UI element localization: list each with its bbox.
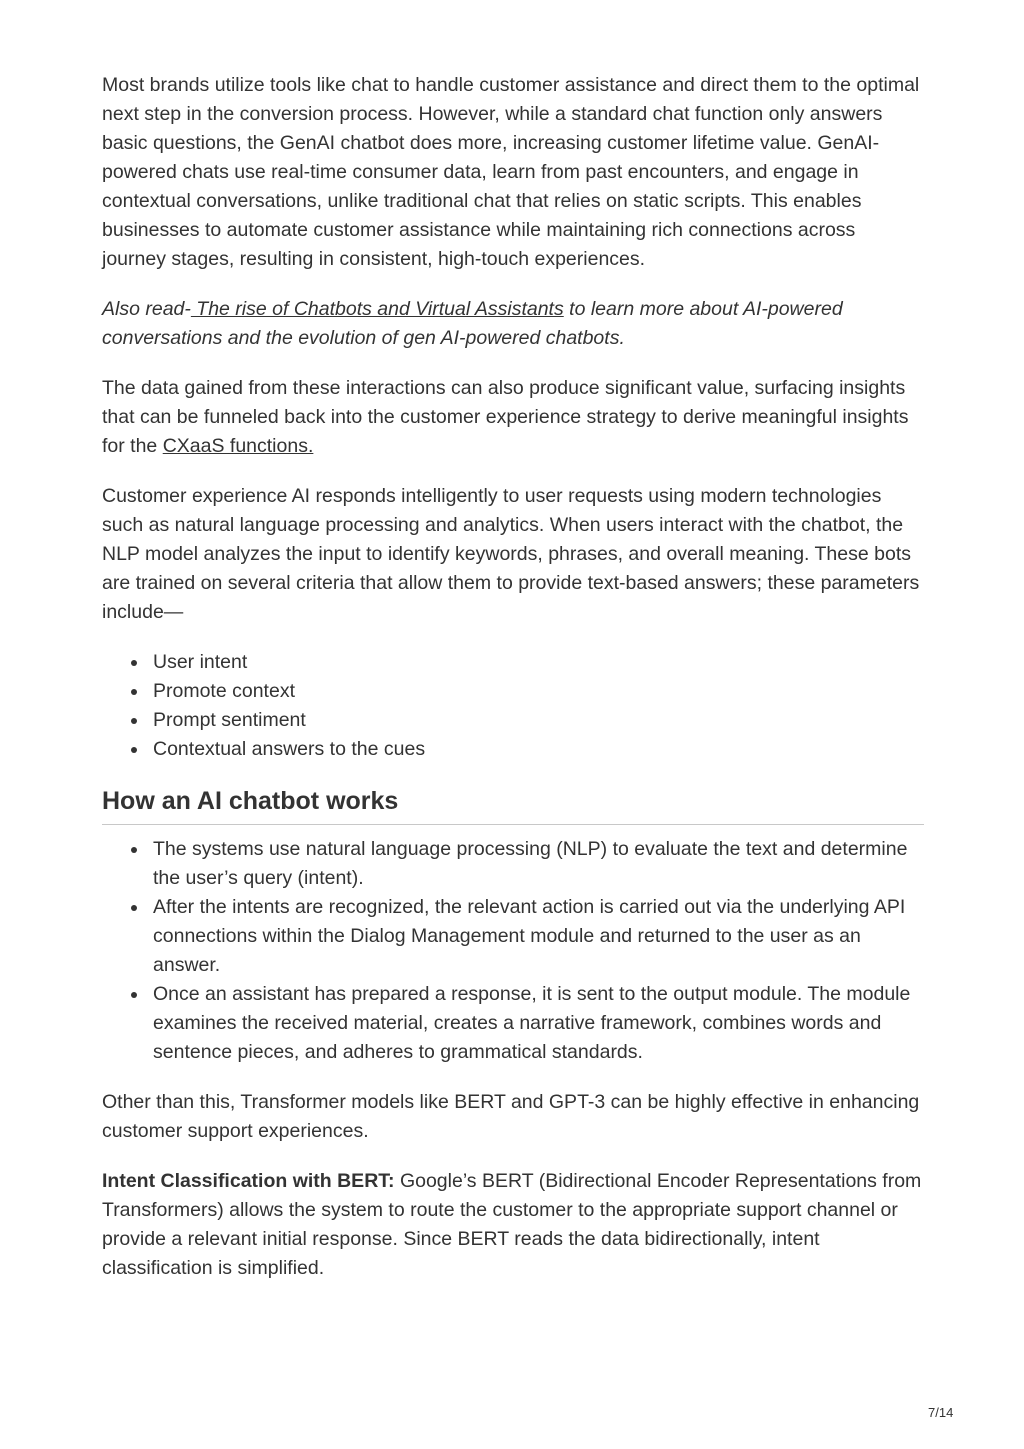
cxaas-functions-link[interactable]: CXaaS functions. bbox=[162, 435, 314, 457]
list-item: Prompt sentiment bbox=[153, 706, 924, 735]
bert-paragraph bbox=[102, 1167, 924, 1283]
cx-ai-paragraph: Customer experience AI responds intelligently to user requests using modern technologies such as natural language processing and analytics. When users interact with the chatbot, the NLP model analyzes the input to identify keywords, phrases, and overall meaning. These bots are trained on several criteria that allow them to provide text-based answers; these parameters include— bbox=[102, 485, 920, 623]
list-item: User intent bbox=[153, 648, 924, 677]
list-item: Contextual answers to the cues bbox=[153, 735, 924, 764]
transformer-paragraph: Other than this, Transformer models like BERT and GPT-3 can be highly effective in enhancing customer support experiences. bbox=[102, 1091, 920, 1142]
intro-paragraph: Most brands utilize tools like chat to handle customer assistance and direct them to the optimal next step in the conversion process. However, while a standard chat function only answers basic questions, the GenAI chatbot does more, increasing customer lifetime value. GenAI-powered chats use real-time consumer data, learn from past encounters, and engage in contextual conversations, unlike traditional chat that relies on static scripts. This enables businesses to automate customer assistance while maintaining rich connections across journey stages, resulting in consistent, high-touch experiences. bbox=[102, 74, 920, 270]
article-body bbox=[102, 71, 924, 1304]
list-item: Promote context bbox=[153, 677, 924, 706]
page-number: 7/14 bbox=[928, 1405, 954, 1420]
list-item: Once an assistant has prepared a response, it is sent to the output module. The module examines the received material, creates a narrative framework, combines words and sentence pieces, and adheres to grammatical standards. bbox=[153, 980, 924, 1067]
section-heading: How an AI chatbot works bbox=[102, 785, 924, 825]
also-read-prefix: Also read- bbox=[102, 298, 191, 320]
steps-list bbox=[102, 835, 924, 1067]
criteria-list bbox=[102, 648, 924, 764]
data-value-text: The data gained from these interactions can also produce significant value, surfacing insights that can be funneled back into the customer experience strategy to derive meaningful insights for the bbox=[102, 377, 909, 457]
list-item: After the intents are recognized, the relevant action is carried out via the underlying API connections within the Dialog Management module and returned to the user as an answer. bbox=[153, 893, 924, 980]
data-value-paragraph bbox=[102, 374, 924, 461]
also-read-paragraph bbox=[102, 295, 924, 353]
chatbots-article-link[interactable]: The rise of Chatbots and Virtual Assistants bbox=[190, 298, 564, 320]
bert-label: Intent Classification with BERT: bbox=[102, 1170, 395, 1192]
list-item: The systems use natural language processing (NLP) to evaluate the text and determine the user’s query (intent). bbox=[153, 835, 924, 893]
also-read-suffix: to learn more about AI-powered conversations and the evolution of gen AI-powered chatbots. bbox=[102, 298, 843, 349]
bert-text: Google’s BERT (Bidirectional Encoder Representations from Transformers) allows the system to route the customer to the appropriate support channel or provide a relevant initial response. Since BERT reads the data bidirectionally, intent classification is simplified. bbox=[102, 1170, 922, 1279]
